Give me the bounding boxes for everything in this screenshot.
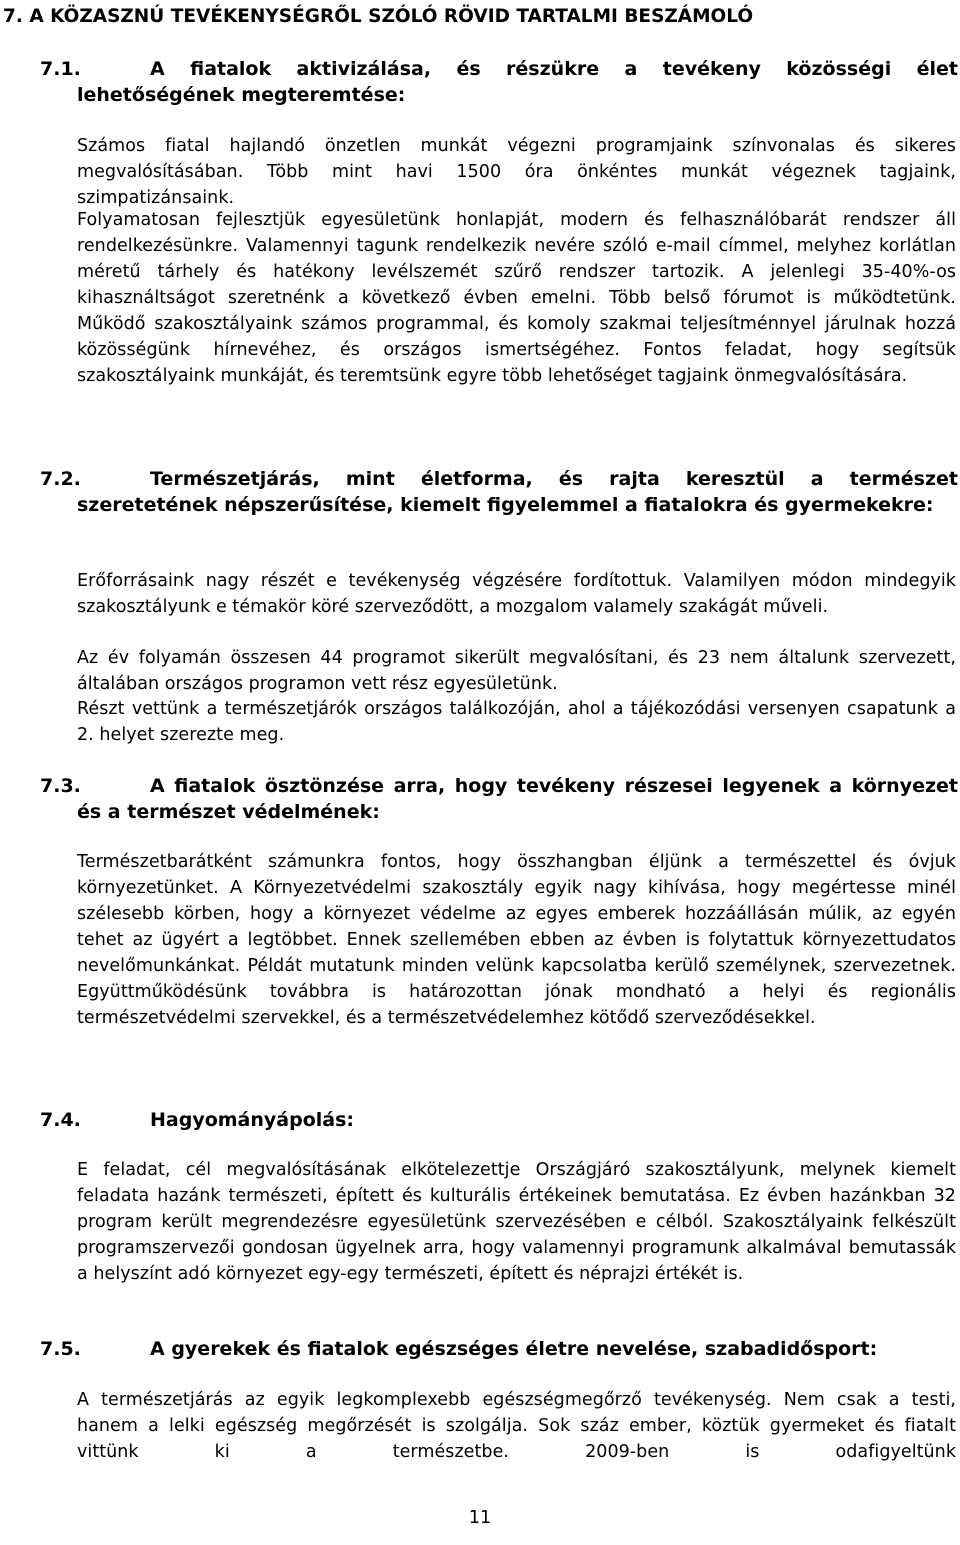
section-heading-7-3	[40, 773, 958, 825]
section-heading-7-1	[40, 56, 958, 108]
section-title: A gyerekek és fiatalok egészséges életre nevelése, szabadidősport:	[150, 1338, 878, 1360]
section-title: Hagyományápolás:	[150, 1109, 355, 1131]
paragraph: E feladat, cél megvalósításának elkötelezettje Országjáró szakosztályunk, melynek kiemelt feladata hazánk természeti, épített és kulturális értékeinek bemutatása. Ez évben hazánkban 32 program került megrendezésre egyesületünk szervezésében e célból. Szakosztályaink felkészült programszervezői gondosan ügyelnek arra, hogy valamennyi programunk alkalmával bemutassák a helyszínt adó környezet egy-egy természeti, épített és néprajzi értékét is.	[77, 1160, 956, 1284]
section-number: 7.1.	[40, 58, 81, 80]
main-title: 7. A KÖZASZNÚ TEVÉKENYSÉGRŐL SZÓLÓ RÖVID TARTALMI BESZÁMOLÓ	[3, 6, 754, 27]
paragraph: A természetjárás az egyik legkomplexebb egészségmegőrző tevékenység. Nem csak a testi, hanem a lelki egészség megőrzését is szolgálja. Sok száz ember, köztük gyermeket és fiatalt vittünk ki a természetbe. 2009-ben is odafigyeltünk	[77, 1390, 956, 1462]
section-number: 7.4.	[40, 1109, 81, 1131]
section-title: A fiatalok ösztönzése arra, hogy tevékeny részesei legyenek a környezet és a természet védelmének:	[77, 775, 958, 823]
paragraph: Részt vettünk a természetjárók országos találkozóján, ahol a tájékozódási versenyen csapatunk a 2. helyet szerezte meg.	[77, 699, 956, 745]
section-number: 7.5.	[40, 1338, 81, 1360]
section-number: 7.2.	[40, 468, 81, 490]
section-heading-7-5	[40, 1336, 958, 1362]
section-title: A fiatalok aktivizálása, és részükre a tevékeny közösségi élet lehetőségének megteremtése:	[77, 58, 958, 106]
paragraph: Erőforrásaink nagy részét e tevékenység végzésére fordítottuk. Valamilyen módon mindegyik szakosztályunk e témakör köré szerveződött, a mozgalom valamely szakágát műveli.	[77, 571, 956, 617]
paragraph: Folyamatosan fejlesztjük egyesületünk honlapját, modern és felhasználóbarát rendszer áll rendelkezésünkre. Valamennyi tagunk rendelkezik nevére szóló e-mail címmel, melyhez korlátlan méretű tárhely és hatékony levélszemét szűrő rendszer tartozik. A jelenlegi 35-40%-os kihasználtságot szeretnénk a következő évben emelni. Több belső fórumot is működtetünk. Működő szakosztályaink számos programmal, és komoly szakmai teljesítménnyel járulnak hozzá közösségünk hírnevéhez, és országos ismertségéhez. Fontos feladat, hogy segítsük szakosztályaink munkáját, és teremtsünk egyre több lehetőséget tagjaink önmegvalósítására.	[77, 210, 956, 386]
page-number: 11	[468, 1508, 492, 1528]
paragraph: Az év folyamán összesen 44 programot sikerült megvalósítani, és 23 nem általunk szervezett, általában országos programon vett rész egyesületünk.	[77, 648, 956, 694]
section-heading-7-4	[40, 1107, 958, 1133]
paragraph: Számos fiatal hajlandó önzetlen munkát végezni programjaink színvonalas és sikeres megvalósításában. Több mint havi 1500 óra önkéntes munkát végeznek tagjaink, szimpatizánsaink.	[77, 136, 956, 208]
section-number: 7.3.	[40, 775, 81, 797]
paragraph: Természetbarátként számunkra fontos, hogy összhangban éljünk a természettel és óvjuk környezetünket. A Környezetvédelmi szakosztály egyik nagy kihívása, hogy megértesse minél szélesebb körben, hogy a környezet védelme az egyes emberek hozzáállásán múlik, az egyén tehet az ügyért a legtöbbet. Ennek szellemében ebben az évben is folytattuk környezettudatos nevelőmunkánkat. Példát mutatunk minden velünk kapcsolatba kerülő személynek, szervezetnek. Együttműködésünk továbbra is határozottan jónak mondható a helyi és regionális természetvédelmi szervekkel, és a természetvédelemhez kötődő szerveződésekkel.	[77, 852, 956, 1028]
section-title: Természetjárás, mint életforma, és rajta keresztül a természet szeretetének népszerűsítése, kiemelt figyelemmel a fiatalokra és gyermekekre:	[77, 468, 958, 516]
section-heading-7-2	[40, 466, 958, 518]
